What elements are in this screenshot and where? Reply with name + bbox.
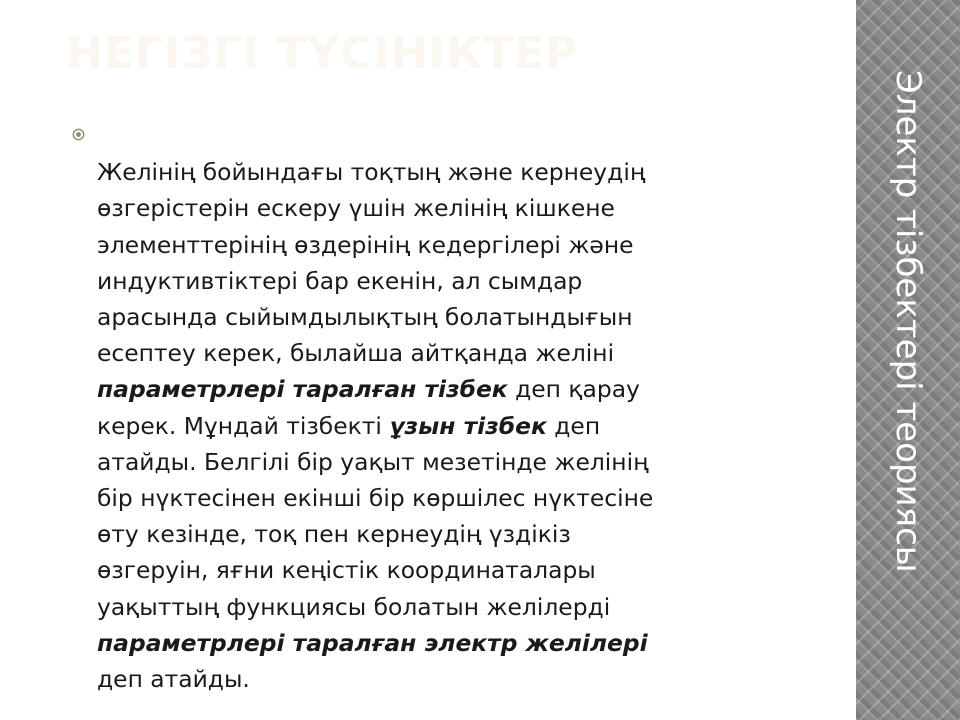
emphasis-distributed-circuit: параметрлері таралған тізбек (97, 375, 508, 404)
emphasis-long-circuit: ұзын тізбек (389, 411, 547, 440)
emphasis-distributed-lines: параметрлері таралған электр желілері (97, 628, 648, 657)
bullet-text-part-1: Желінің бойындағы тоқтың және кернеудің өзгерістерін ескеру үшін желінің кішкене элементтерінің өздерінің кедергілері және индуктивтіктері бар екенін, ал сымдар арасында сыйымдылықтың болатындығын есептеу керек, былайша айтқанда желіні (97, 158, 646, 368)
bullet-paragraph (72, 118, 762, 697)
side-title: Электр тізбектері теориясы (888, 70, 928, 573)
bullet-text-part-2: деп қарау керек. Мұндай тізбекті (97, 375, 640, 440)
bullet-text-part-3: деп атайды. Белгілі бір уақыт мезетінде желінің бір нүктесінен екінші бір көршілес нүктесіне өту кезінде, тоқ пен кернеудің үздікіз өзгеруін, яғни кеңістік координаталары уақыттың функциясы болатын желілерді (97, 411, 654, 621)
bullet-text-part-4: деп атайды. (97, 665, 250, 694)
content-area (72, 118, 762, 697)
slide-title: НЕГІЗГІ ТҮСІНІКТЕР (66, 28, 579, 79)
circle-bullet-icon (72, 128, 85, 141)
